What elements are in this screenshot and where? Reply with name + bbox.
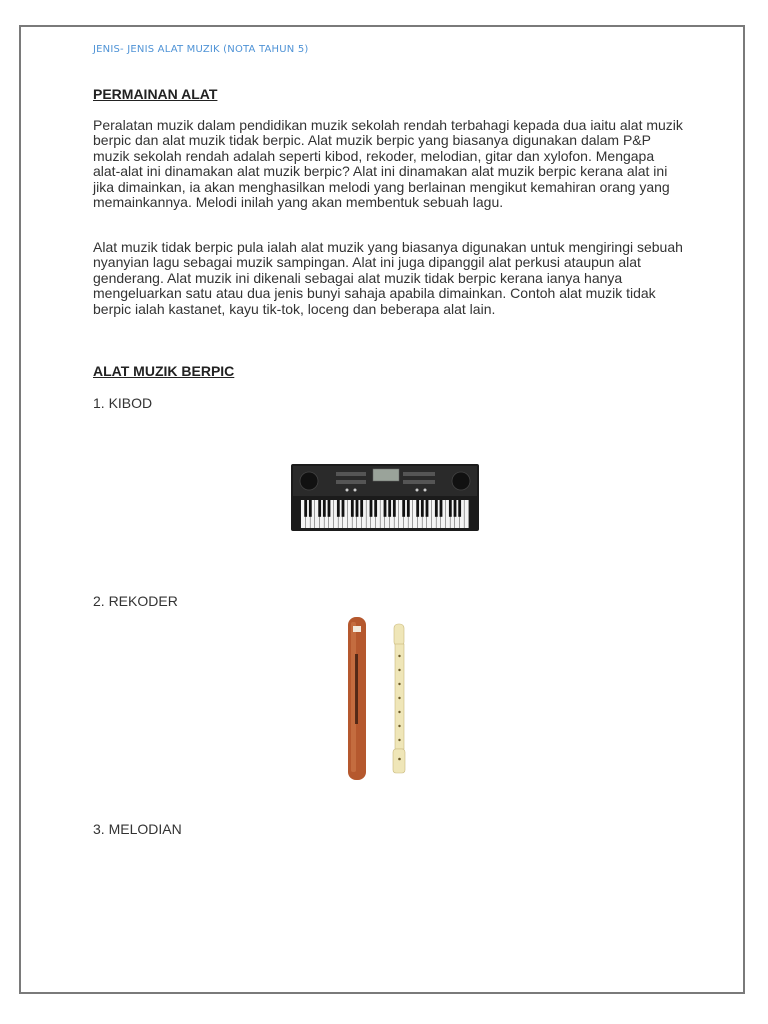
black-key bbox=[360, 500, 363, 517]
black-key bbox=[351, 500, 354, 517]
black-key bbox=[407, 500, 410, 517]
black-key bbox=[393, 500, 396, 517]
recorder-image bbox=[340, 614, 420, 784]
black-key bbox=[304, 500, 307, 517]
list-item-melodian: 3. MELODIAN bbox=[93, 821, 182, 837]
black-key bbox=[454, 500, 457, 517]
black-key bbox=[337, 500, 340, 517]
list-item-kibod: 1. KIBOD bbox=[93, 395, 153, 411]
black-key bbox=[416, 500, 419, 517]
black-key bbox=[374, 500, 377, 517]
black-key bbox=[440, 500, 443, 517]
black-key bbox=[356, 500, 359, 517]
black-key bbox=[426, 500, 429, 517]
black-key bbox=[370, 500, 373, 517]
white-key bbox=[464, 500, 468, 528]
black-key bbox=[388, 500, 391, 517]
black-key bbox=[328, 500, 331, 517]
black-key bbox=[449, 500, 452, 517]
section-title-permainan-alat: PERMAINAN ALAT bbox=[93, 86, 218, 102]
black-key bbox=[309, 500, 312, 517]
black-key bbox=[318, 500, 321, 517]
keyboard-image bbox=[291, 464, 479, 531]
black-key bbox=[458, 500, 461, 517]
paragraph-1: Peralatan muzik dalam pendidikan muzik sekolah rendah terbahagi kepada dua iaitu alat muzik berpic dan alat muzik tidak berpic. Alat muzik berpic yang biasanya digunakan dalam P&P muzik sekolah rendah adalah seperti kibod, rekoder, melodian, gitar dan xylofon. Mengapa alat-alat ini dinamakan alat muzik berpic? Alat ini dinamakan alat muzik berpic kerana alat ini jika dimainkan, ia akan menghasilkan melodi yang berlainan mengikut kemahiran orang yang memainkannya. Melodi inilah yang akan membentuk sebuah lagu. bbox=[93, 117, 683, 211]
paragraph-2: Alat muzik tidak berpic pula ialah alat muzik yang biasanya digunakan untuk mengiringi sebuah nyanyian lagu sebagai muzik sampingan. Alat ini juga dipanggil alat perkusi ataupun alat genderang. Alat muzik ini dikenali sebagai alat muzik tidak berpic kerana ianya hanya mengeluarkan satu atau dua jenis bunyi sahaja apabila dimainkan. Contoh alat muzik tidak berpic ialah kastanet, kayu tik-tok, loceng dan beberapa alat lain. bbox=[93, 239, 683, 317]
black-key bbox=[384, 500, 387, 517]
black-key bbox=[323, 500, 326, 517]
black-key bbox=[402, 500, 405, 517]
section-title-alat-muzik-berpic: ALAT MUZIK BERPIC bbox=[93, 363, 235, 379]
black-key bbox=[342, 500, 345, 517]
header-note: JENIS- JENIS ALAT MUZIK (NOTA TAHUN 5) bbox=[93, 44, 309, 55]
list-item-rekoder: 2. REKODER bbox=[93, 593, 178, 609]
black-key bbox=[421, 500, 424, 517]
black-key bbox=[435, 500, 438, 517]
